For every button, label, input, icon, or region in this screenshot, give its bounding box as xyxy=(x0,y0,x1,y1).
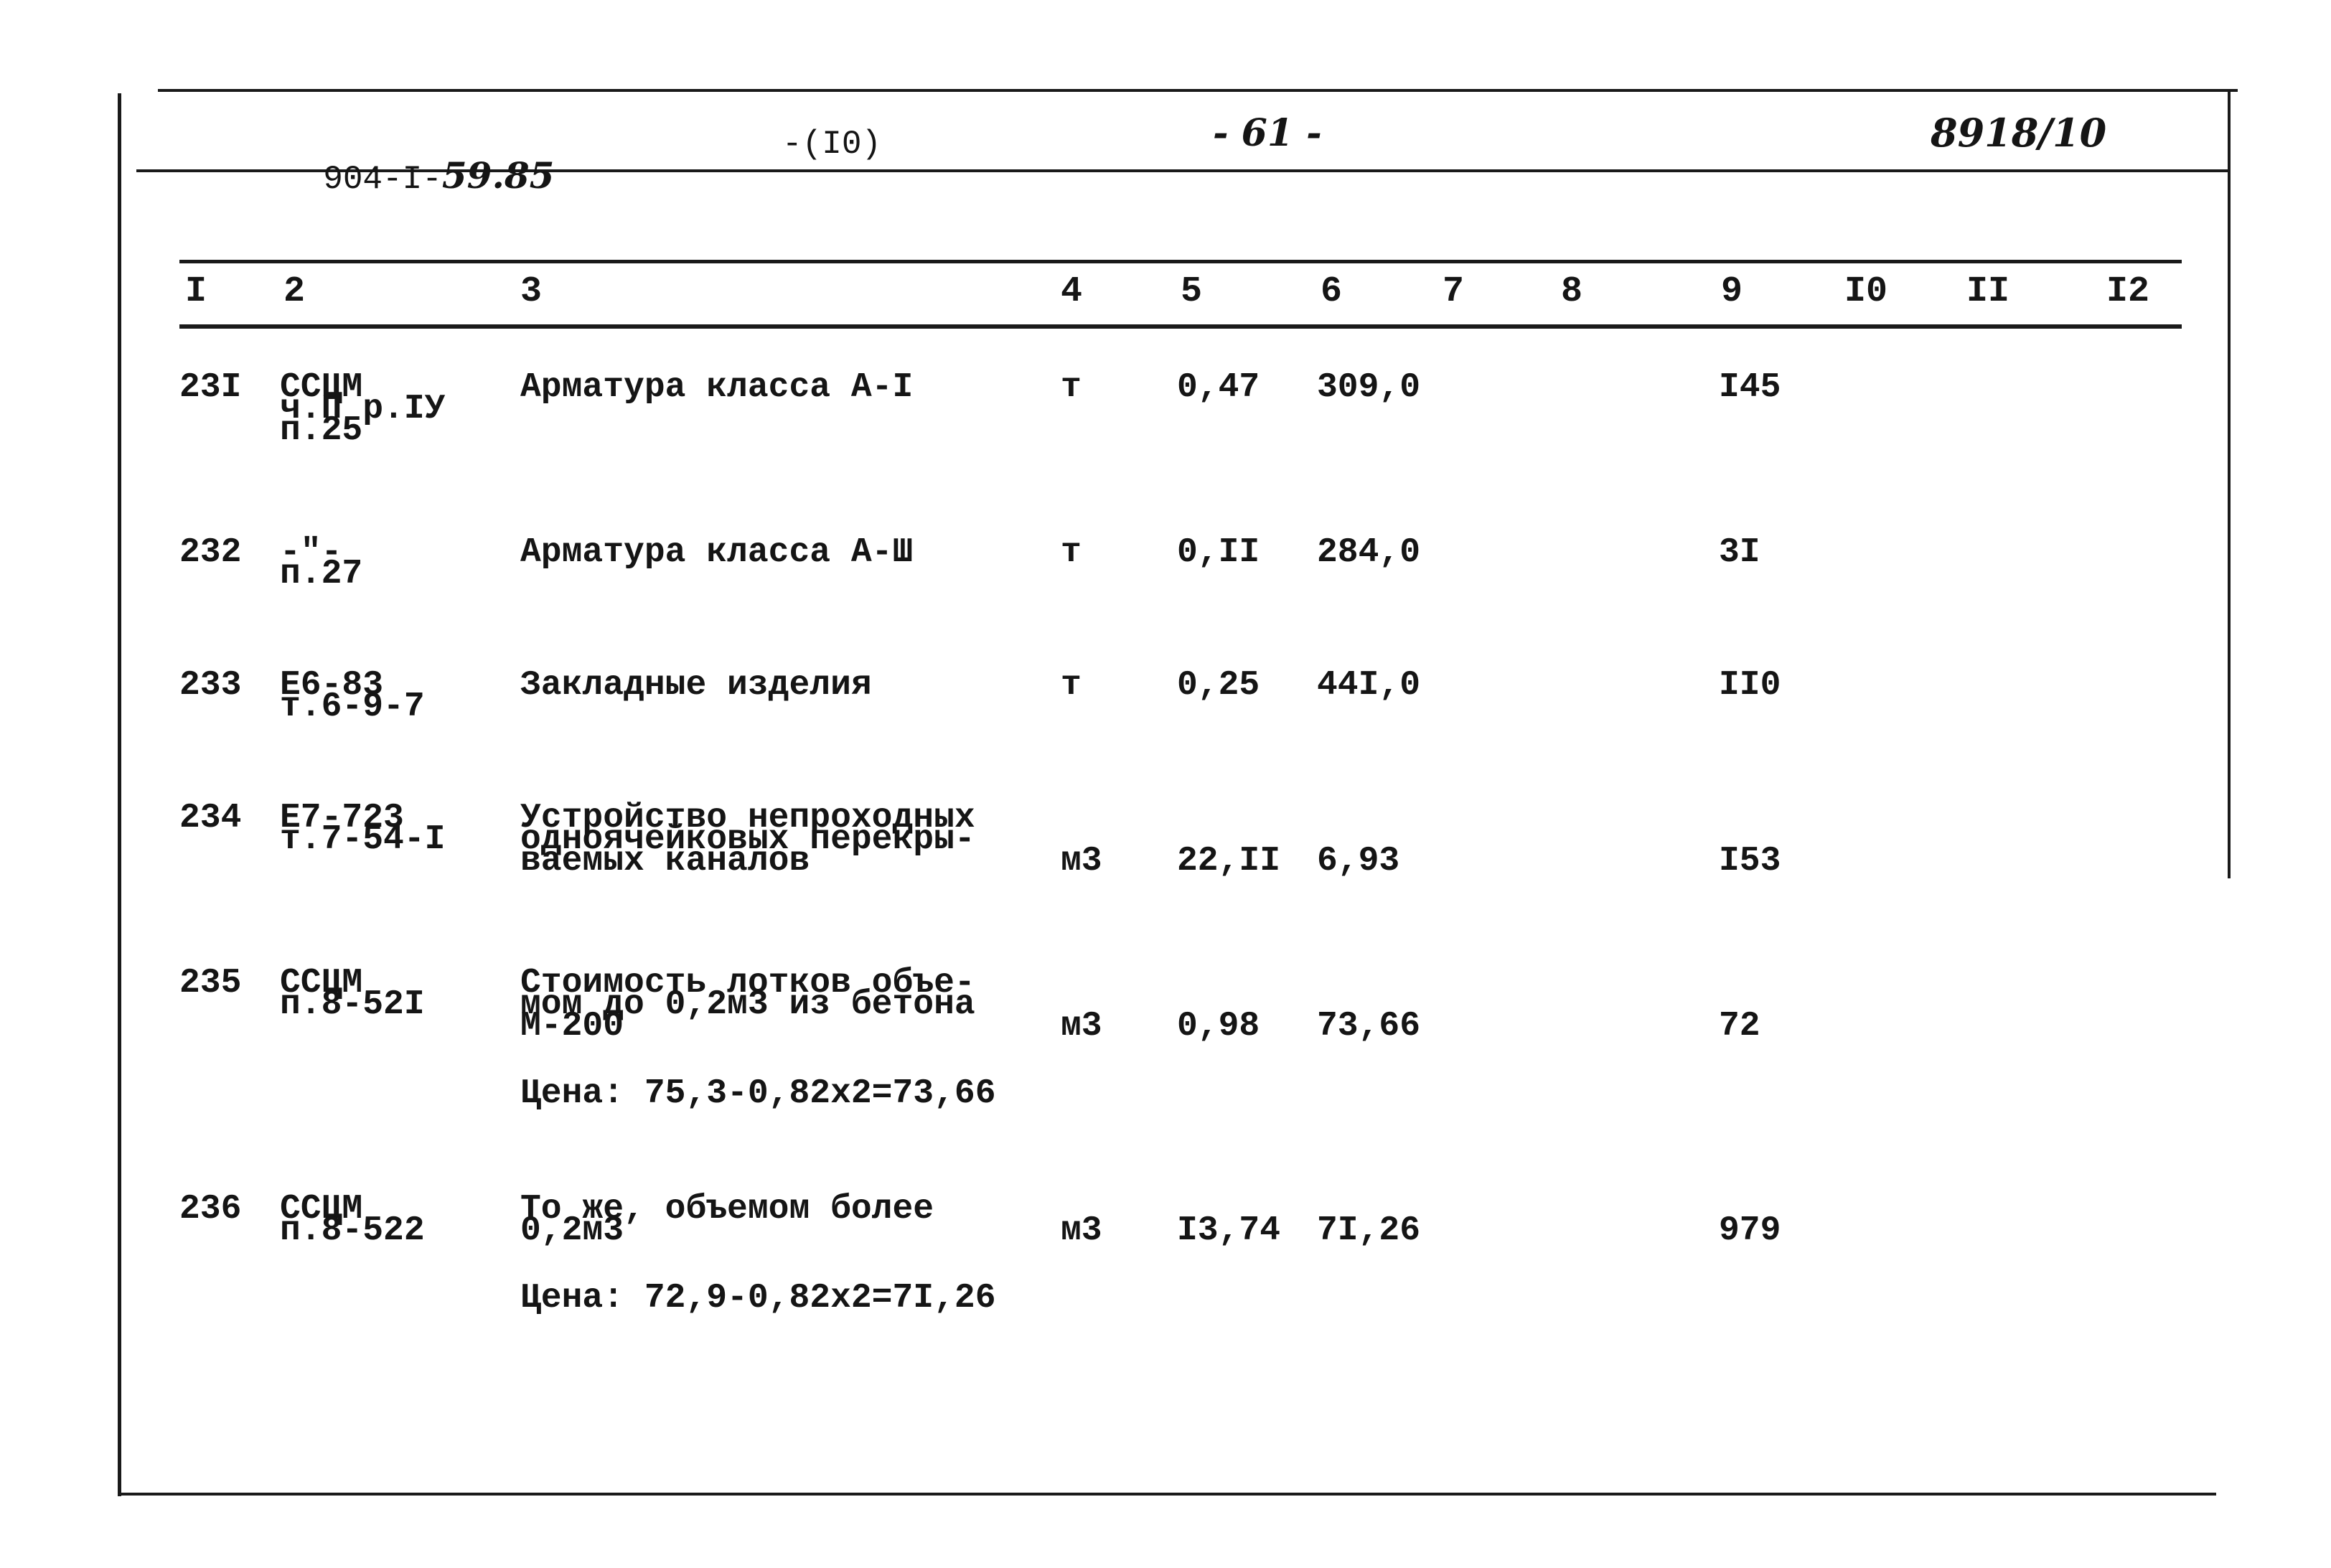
row-number: 236 xyxy=(179,1190,242,1229)
quantity: 0,98 xyxy=(1177,1007,1260,1046)
column-header-3: 3 xyxy=(520,271,543,312)
total-cost: 979 xyxy=(1719,1211,1781,1250)
unit-price: 7I,26 xyxy=(1317,1211,1421,1250)
unit: м3 xyxy=(1061,842,1102,881)
total-cost: 72 xyxy=(1719,1007,1760,1046)
work-name: Закладные изделия xyxy=(520,666,872,705)
column-header-2: 2 xyxy=(283,271,306,312)
column-header-9: 9 xyxy=(1721,271,1743,312)
price-note: Цена: 72,9-0,82х2=7I,26 xyxy=(520,1279,996,1318)
unit: м3 xyxy=(1061,1211,1102,1250)
column-header-10: I0 xyxy=(1844,271,1888,312)
norm-reference: -"- п.27 xyxy=(280,533,363,593)
column-header-6: 6 xyxy=(1321,271,1343,312)
unit-price: 284,0 xyxy=(1317,533,1421,572)
unit: т xyxy=(1061,368,1082,407)
unit: м3 xyxy=(1061,1007,1102,1046)
sheet-reference: -(I0) xyxy=(782,126,882,163)
unit: т xyxy=(1061,533,1082,572)
quantity: 0,II xyxy=(1177,533,1260,572)
norm-reference: Е7-723 т.7-54-I xyxy=(280,799,446,859)
column-header-12: I2 xyxy=(2106,271,2150,312)
column-header-1: I xyxy=(185,271,207,312)
unit-price: 73,66 xyxy=(1317,1007,1421,1046)
frame-top-border xyxy=(158,89,2238,92)
work-name: Арматура класса А-I xyxy=(520,368,914,407)
doc-code-prefix: 904-I- xyxy=(323,161,442,198)
quantity: 22,II xyxy=(1177,842,1281,881)
column-header-8: 8 xyxy=(1561,271,1583,312)
work-name: То же, объемом более 0,2м3 xyxy=(520,1190,934,1250)
column-header-4: 4 xyxy=(1061,271,1083,312)
frame-left-border xyxy=(118,93,121,1496)
total-cost: 3I xyxy=(1719,533,1760,572)
doc-code-handwritten: 59.85 xyxy=(441,154,555,197)
unit-price: 6,93 xyxy=(1317,842,1400,881)
price-note: Цена: 75,3-0,82х2=73,66 xyxy=(520,1074,996,1113)
row-number: 234 xyxy=(179,799,242,837)
quantity: 0,47 xyxy=(1177,368,1260,407)
unit-price: 44I,0 xyxy=(1317,666,1421,705)
unit-price: 309,0 xyxy=(1317,368,1421,407)
quantity: I3,74 xyxy=(1177,1211,1281,1250)
norm-reference: Е6-83 т.6-9-7 xyxy=(280,666,425,726)
work-name: Арматура класса А-Ш xyxy=(520,533,914,572)
row-number: 233 xyxy=(179,666,242,705)
right-stamp-code: 8918/10 xyxy=(1931,110,2107,156)
norm-reference: ССЦМ п.8-52I xyxy=(280,964,425,1024)
quantity: 0,25 xyxy=(1177,666,1260,705)
doc-code xyxy=(283,125,554,196)
column-header-top-rule xyxy=(179,260,2182,263)
column-header-7: 7 xyxy=(1443,271,1465,312)
frame-bottom-border xyxy=(121,1493,2216,1496)
unit: т xyxy=(1061,666,1082,705)
column-header-11: II xyxy=(1966,271,2010,312)
total-cost: I45 xyxy=(1719,368,1781,407)
work-name: Устройство непроходных одноячейковых перекры- ваемых каналов xyxy=(520,799,975,881)
work-name: Стоимость лотков объе- мом до 0,2м3 из бетона М-200 xyxy=(520,964,975,1046)
norm-reference: ССЦМ ч.П р.IУ п.25 xyxy=(280,368,446,450)
norm-reference: ССЦМ п.8-522 xyxy=(280,1190,425,1250)
row-number: 235 xyxy=(179,964,242,1003)
row-number: 23I xyxy=(179,368,242,407)
page-number: - 61 - xyxy=(1213,111,1322,155)
row-number: 232 xyxy=(179,533,242,572)
frame-right-border xyxy=(2228,89,2231,878)
total-cost: II0 xyxy=(1719,666,1781,705)
column-header-bottom-rule xyxy=(179,324,2182,329)
total-cost: I53 xyxy=(1719,842,1781,881)
column-header-5: 5 xyxy=(1181,271,1203,312)
